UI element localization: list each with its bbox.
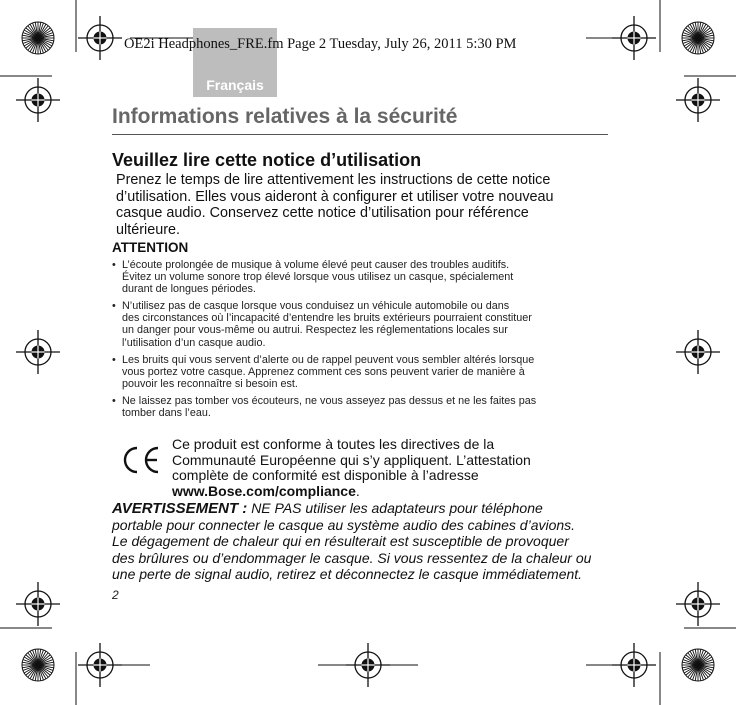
starburst-bottom-right [682,649,714,681]
compliance-url-suffix: . [355,482,360,499]
warning-line: portable pour connecter le casque au système audio des cabines d’avions. [112,517,576,534]
intro-line: Prenez le temps de lire attentivement les instructions de cette notice [116,172,551,188]
registration-mark-right-middle [676,330,720,374]
subtitle: Veuillez lire cette notice d’utilisation [112,150,422,170]
list-item [112,259,608,295]
registration-mark-right-upper [676,78,720,122]
warning-line: une perte de signal audio, retirez et déconnectez le casque immédiatement. [112,565,583,582]
ce-mark-icon [118,444,162,476]
registration-mark-right-lower [676,582,720,626]
ce-conformity-text [172,437,582,499]
bullet-line: N’utilisez pas de casque lorsque vous conduisez un véhicule automobile ou dans [122,300,510,313]
starburst-bottom-left [22,649,54,681]
warning-label: AVERTISSEMENT : [112,500,248,517]
starburst-top-left [22,22,54,54]
warning-paragraph [112,500,612,582]
caution-list [112,259,608,424]
registration-mark-bottom-right [612,643,656,687]
intro-line: d’utilisation. Elles vous aideront à configurer et utiliser votre nouveau [116,188,554,205]
warning-line: NE PAS utiliser les adaptateurs pour téléphone [251,500,543,516]
registration-mark-top-right [612,16,656,60]
ce-line: complète de conformité est disponible à l’adresse [172,467,479,483]
bullet-line: Ne laissez pas tomber vos écouteurs, ne vous asseyez pas dessus et ne les faites pas [122,394,537,407]
compliance-url: www.Bose.com/compliance [172,482,356,499]
registration-mark-bottom-left [78,643,122,687]
list-item [112,300,608,348]
title-rule [112,134,608,135]
attention-heading: ATTENTION [112,240,189,255]
registration-mark-bottom-center [346,643,390,687]
language-tab-label: Français [206,77,264,93]
list-item [112,354,608,390]
bullet-icon: • [112,300,116,313]
intro-line: ultérieure. [116,221,180,238]
ce-line: Ce produit est conforme à toutes les directives de la [172,436,495,452]
bullet-line: des circonstances où l’incapacité d’entendre les bruits extérieurs pourraient constituer [122,312,532,325]
bullet-icon: • [112,353,116,366]
intro-line: casque audio. Conservez cette notice d’utilisation pour référence [116,205,529,222]
bullet-line: pouvoir les reconnaître si besoin est. [122,377,298,390]
warning-line: Le dégagement de chaleur qui en résulterait est susceptible de provoquer [112,533,569,550]
bullet-line: Les bruits qui vous servent d’alerte ou de rappel peuvent vous sembler altérés lorsque [122,353,535,366]
bullet-line: un danger pour vous-même ou autrui. Respectez les réglementations locales sur [122,324,508,337]
registration-mark-left-lower [16,582,60,626]
section-title: Informations relatives à la sécurité [112,105,458,128]
bullet-icon: • [112,394,116,407]
print-slug: OE2i Headphones_FRE.fm Page 2 Tuesday, July 26, 2011 5:30 PM [124,36,517,52]
registration-mark-left-upper [16,78,60,122]
starburst-top-right [682,22,714,54]
list-item [112,395,608,419]
bullet-line: durant de longues périodes. [122,283,256,296]
bullet-line: Évitez un volume sonore trop élevé lorsque vous utilisez un casque, spécialement [122,271,514,284]
bullet-icon: • [112,259,116,271]
registration-mark-top-left [78,16,122,60]
bullet-line: vous portez votre casque. Apprenez comment ces sons peuvent varier de manière à [122,365,525,378]
bullet-line: tomber dans l’eau. [122,407,211,420]
page-number: 2 [112,588,119,602]
warning-line: des brûlures ou d’endommager le casque. Si vous ressentez de la chaleur ou [112,549,592,566]
bullet-line: L’écoute prolongée de musique à volume élevé peut causer des troubles auditifs. [122,259,510,271]
ce-line: Communauté Européenne qui s’y appliquent. L’attestation [172,451,531,468]
bullet-line: l’utilisation d’un casque audio. [122,336,266,349]
registration-mark-left-middle [16,330,60,374]
intro-paragraph [116,172,586,238]
